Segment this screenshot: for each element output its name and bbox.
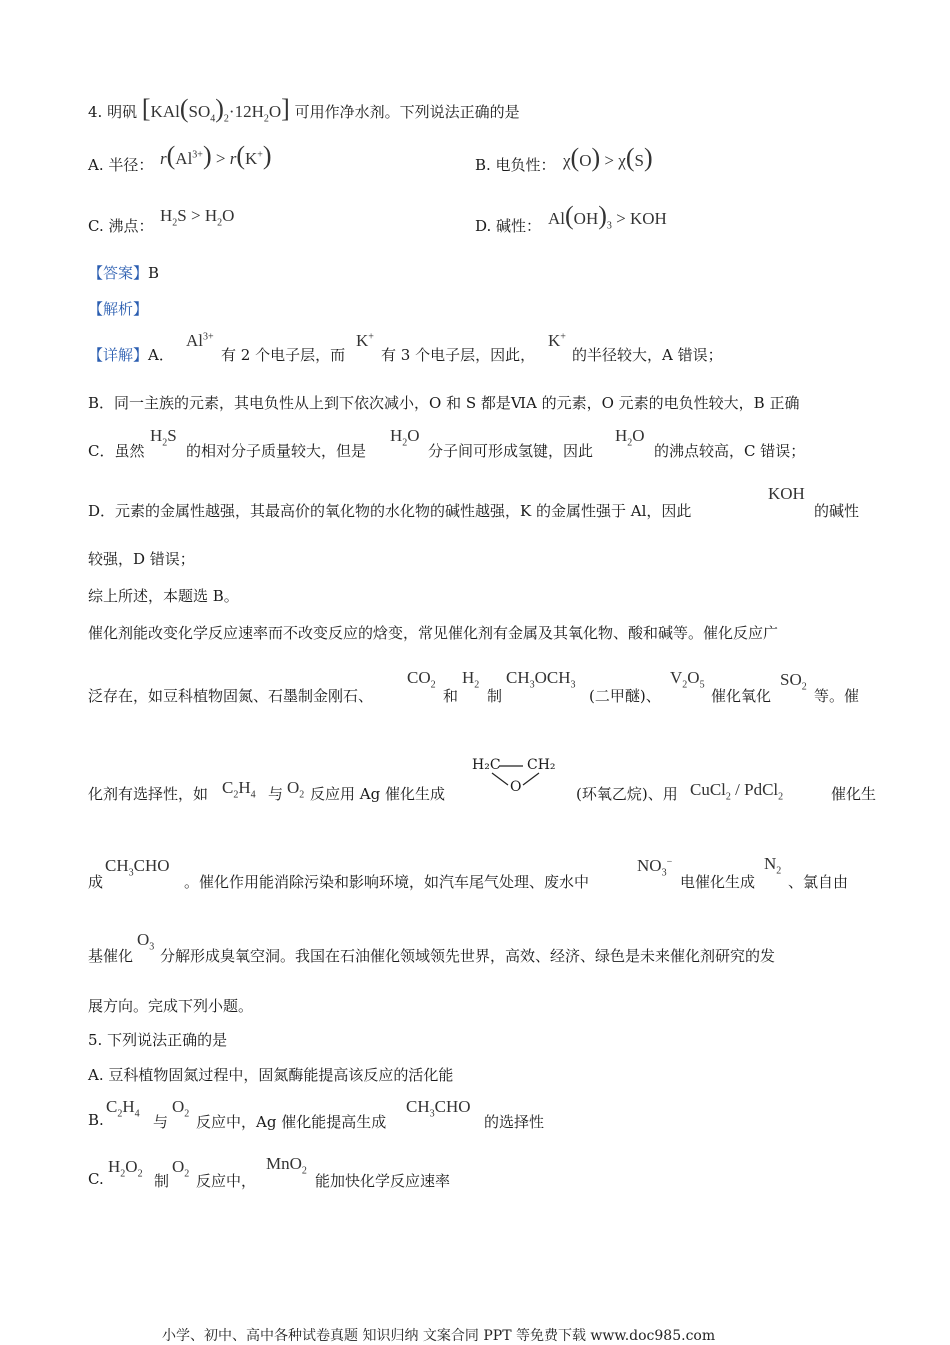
q4-number: 4. 明矾 bbox=[88, 103, 138, 121]
q5-option-b-text-1: 与 bbox=[153, 1113, 169, 1131]
so2-formula: $SO_2$ bbox=[780, 670, 807, 693]
passage-4a: 成 bbox=[88, 873, 104, 891]
q5-option-c-label: C. bbox=[88, 1170, 104, 1188]
c2h4-formula: $C_2H_4$ bbox=[222, 778, 256, 801]
no3-ion: $NO_3^-$ bbox=[637, 856, 673, 879]
ch3och3-formula: $CH_3OCH_3$ bbox=[506, 668, 576, 691]
option-a-formula: $r(Al^{3+}) > r(K^+)$ bbox=[160, 141, 272, 170]
q5-option-b-label: B. bbox=[88, 1111, 104, 1129]
detail-3b: 的相对分子质量较大，但是 bbox=[186, 442, 367, 460]
answer-tag: 【答案】 bbox=[88, 264, 149, 282]
alum-formula: $[KAl(SO_4)_2\cdot 12H_2O]$ bbox=[141, 94, 290, 125]
detail-line-5: 较强，D 错误； bbox=[88, 550, 195, 568]
q4-option-b bbox=[475, 154, 556, 175]
detail-tag: 【详解】 bbox=[88, 346, 149, 364]
h2o-formula-1: $H_2O$ bbox=[390, 426, 420, 449]
epoxide-right-ch2: CH₂ bbox=[527, 757, 556, 773]
q5b-o2: $O_2$ bbox=[172, 1097, 190, 1120]
detail-line-2: B．同一主族的元素，其电负性从上到下依次减小，O 和 S 都是ⅥA 的元素，O 元素的电负性较大，B 正确 bbox=[88, 394, 800, 412]
passage-2d: (二甲醚)、 bbox=[589, 687, 661, 705]
detail-1b: 有 2 个电子层，而 bbox=[221, 346, 346, 364]
passage-2e: 催化氧化 bbox=[711, 687, 772, 705]
o3-formula: $O_3$ bbox=[137, 930, 155, 953]
page-footer: 小学、初中、高中各种试卷真题 知识归纳 文案合同 PPT 等免费下载 www.doc985.com bbox=[162, 1328, 716, 1344]
analysis-tag: 【解析】 bbox=[88, 300, 149, 318]
q5-stem: 5. 下列说法正确的是 bbox=[88, 1031, 228, 1049]
option-d-label: D. 碱性： bbox=[475, 217, 542, 235]
koh-formula: KOH bbox=[768, 484, 805, 503]
detail-3d: 的沸点较高，C 错误； bbox=[654, 442, 806, 460]
detail-3c: 分子间可形成氢键，因此 bbox=[428, 442, 594, 460]
passage-2a: 泛存在，如豆科植物固氮、石墨制金刚石、 bbox=[88, 687, 374, 705]
ch3cho-formula-1: $CH_3CHO$ bbox=[105, 856, 170, 879]
detail-line-6: 综上所述，本题选 B。 bbox=[88, 587, 239, 605]
detail-3a: C．虽然 bbox=[88, 442, 145, 460]
passage-3c: 反应用 Ag 催化生成 bbox=[310, 785, 445, 803]
q4-stem-text: 可用作净水剂。下列说法正确的是 bbox=[294, 103, 520, 121]
passage-2c: 制 bbox=[487, 687, 503, 705]
detail-line-1 bbox=[88, 344, 174, 365]
q5-option-b-text-3: 的选择性 bbox=[484, 1113, 545, 1131]
q4-option-c bbox=[88, 215, 153, 236]
detail-4a: D．元素的金属性越强，其最高价的氧化物的水化物的碱性越强，K 的金属性强于 Al，因此 bbox=[88, 502, 692, 520]
n2-formula: $N_2$ bbox=[764, 854, 782, 877]
q5c-o2: $O_2$ bbox=[172, 1157, 190, 1180]
q5-option-c-text-2: 反应中， bbox=[196, 1172, 257, 1190]
h2-formula: $H_2$ bbox=[462, 668, 480, 691]
answer-line bbox=[88, 262, 159, 283]
h2o-formula-2: $H_2O$ bbox=[615, 426, 645, 449]
q4-stem-line bbox=[88, 94, 520, 124]
option-c-label: C. 沸点： bbox=[88, 217, 154, 235]
h2s-formula: $H_2S$ bbox=[150, 426, 177, 449]
detail-4b: 的碱性 bbox=[814, 502, 860, 520]
detail-1d: 的半径较大，A 错误； bbox=[572, 346, 723, 364]
epoxide-oxygen: O bbox=[510, 779, 522, 795]
k-ion-1: K+ bbox=[356, 331, 374, 350]
passage-2f: 等。催 bbox=[814, 687, 860, 705]
detail-1a: A． bbox=[148, 346, 174, 364]
q5b-c2h4: $C_2H_4$ bbox=[106, 1097, 140, 1120]
passage-5b: 分解形成臭氧空洞。我国在石油催化领域领先世界，高效、经济、绿色是未来催化剂研究的发 bbox=[160, 947, 776, 965]
answer-value: B bbox=[148, 264, 160, 282]
q5-option-c-text-1: 制 bbox=[154, 1172, 170, 1190]
q4-option-a bbox=[88, 154, 153, 175]
passage-3b: 与 bbox=[268, 785, 284, 803]
detail-1c: 有 3 个电子层，因此， bbox=[381, 346, 536, 364]
passage-line-1: 催化剂能改变化学反应速率而不改变反应的焓变，常见催化剂有金属及其氧化物、酸和碱等。催化反应广 bbox=[88, 624, 779, 642]
q5-option-b-text-2: 反应中，Ag 催化能提高生成 bbox=[196, 1113, 387, 1131]
k-ion-2: K+ bbox=[548, 331, 566, 350]
q5b-ch3cho: $CH_3CHO$ bbox=[406, 1097, 471, 1120]
q5c-h2o2: $H_2O_2$ bbox=[108, 1157, 143, 1180]
option-b-formula: χ(O) > χ(S) bbox=[563, 143, 653, 172]
ethylene-oxide-structure bbox=[470, 755, 560, 800]
o2-formula-1: $O_2$ bbox=[287, 778, 305, 801]
option-d-formula: $Al(OH)_3$ > KOH bbox=[548, 201, 667, 232]
q4-option-d bbox=[475, 215, 541, 236]
passage-3a: 化剂有选择性，如 bbox=[88, 785, 209, 803]
option-a-label: A. 半径： bbox=[88, 156, 154, 174]
q5c-mno2: MnO$_2$ bbox=[266, 1154, 307, 1177]
passage-line-6: 展方向。完成下列小题。 bbox=[88, 997, 254, 1015]
epoxide-left-ch2: H₂C bbox=[472, 757, 501, 773]
passage-3e: 催化生 bbox=[831, 785, 877, 803]
co2-formula: $CO_2$ bbox=[407, 668, 436, 691]
passage-2b: 和 bbox=[443, 687, 459, 705]
passage-4d: 、氯自由 bbox=[788, 873, 849, 891]
cucl2-pdcl2-formula: CuCl$_2$ / PdCl$_2$ bbox=[690, 780, 784, 803]
passage-5a: 基催化 bbox=[88, 947, 134, 965]
option-c-formula: $H_2S > H_2O$ bbox=[160, 206, 235, 229]
option-b-label: B. 电负性： bbox=[475, 156, 556, 174]
q5-option-a: A. 豆科植物固氮过程中，固氮酶能提高该反应的活化能 bbox=[88, 1066, 454, 1084]
al3-ion: $Al^{3+}$ bbox=[186, 331, 214, 350]
passage-3d: (环氧乙烷)、用 bbox=[576, 785, 678, 803]
v2o5-formula: $V_2O_5$ bbox=[670, 668, 705, 691]
passage-4c: 电催化生成 bbox=[680, 873, 756, 891]
q5-option-c-text-3: 能加快化学反应速率 bbox=[315, 1172, 451, 1190]
passage-4b: 。催化作用能消除污染和影响环境，如汽车尾气处理、废水中 bbox=[184, 873, 590, 891]
